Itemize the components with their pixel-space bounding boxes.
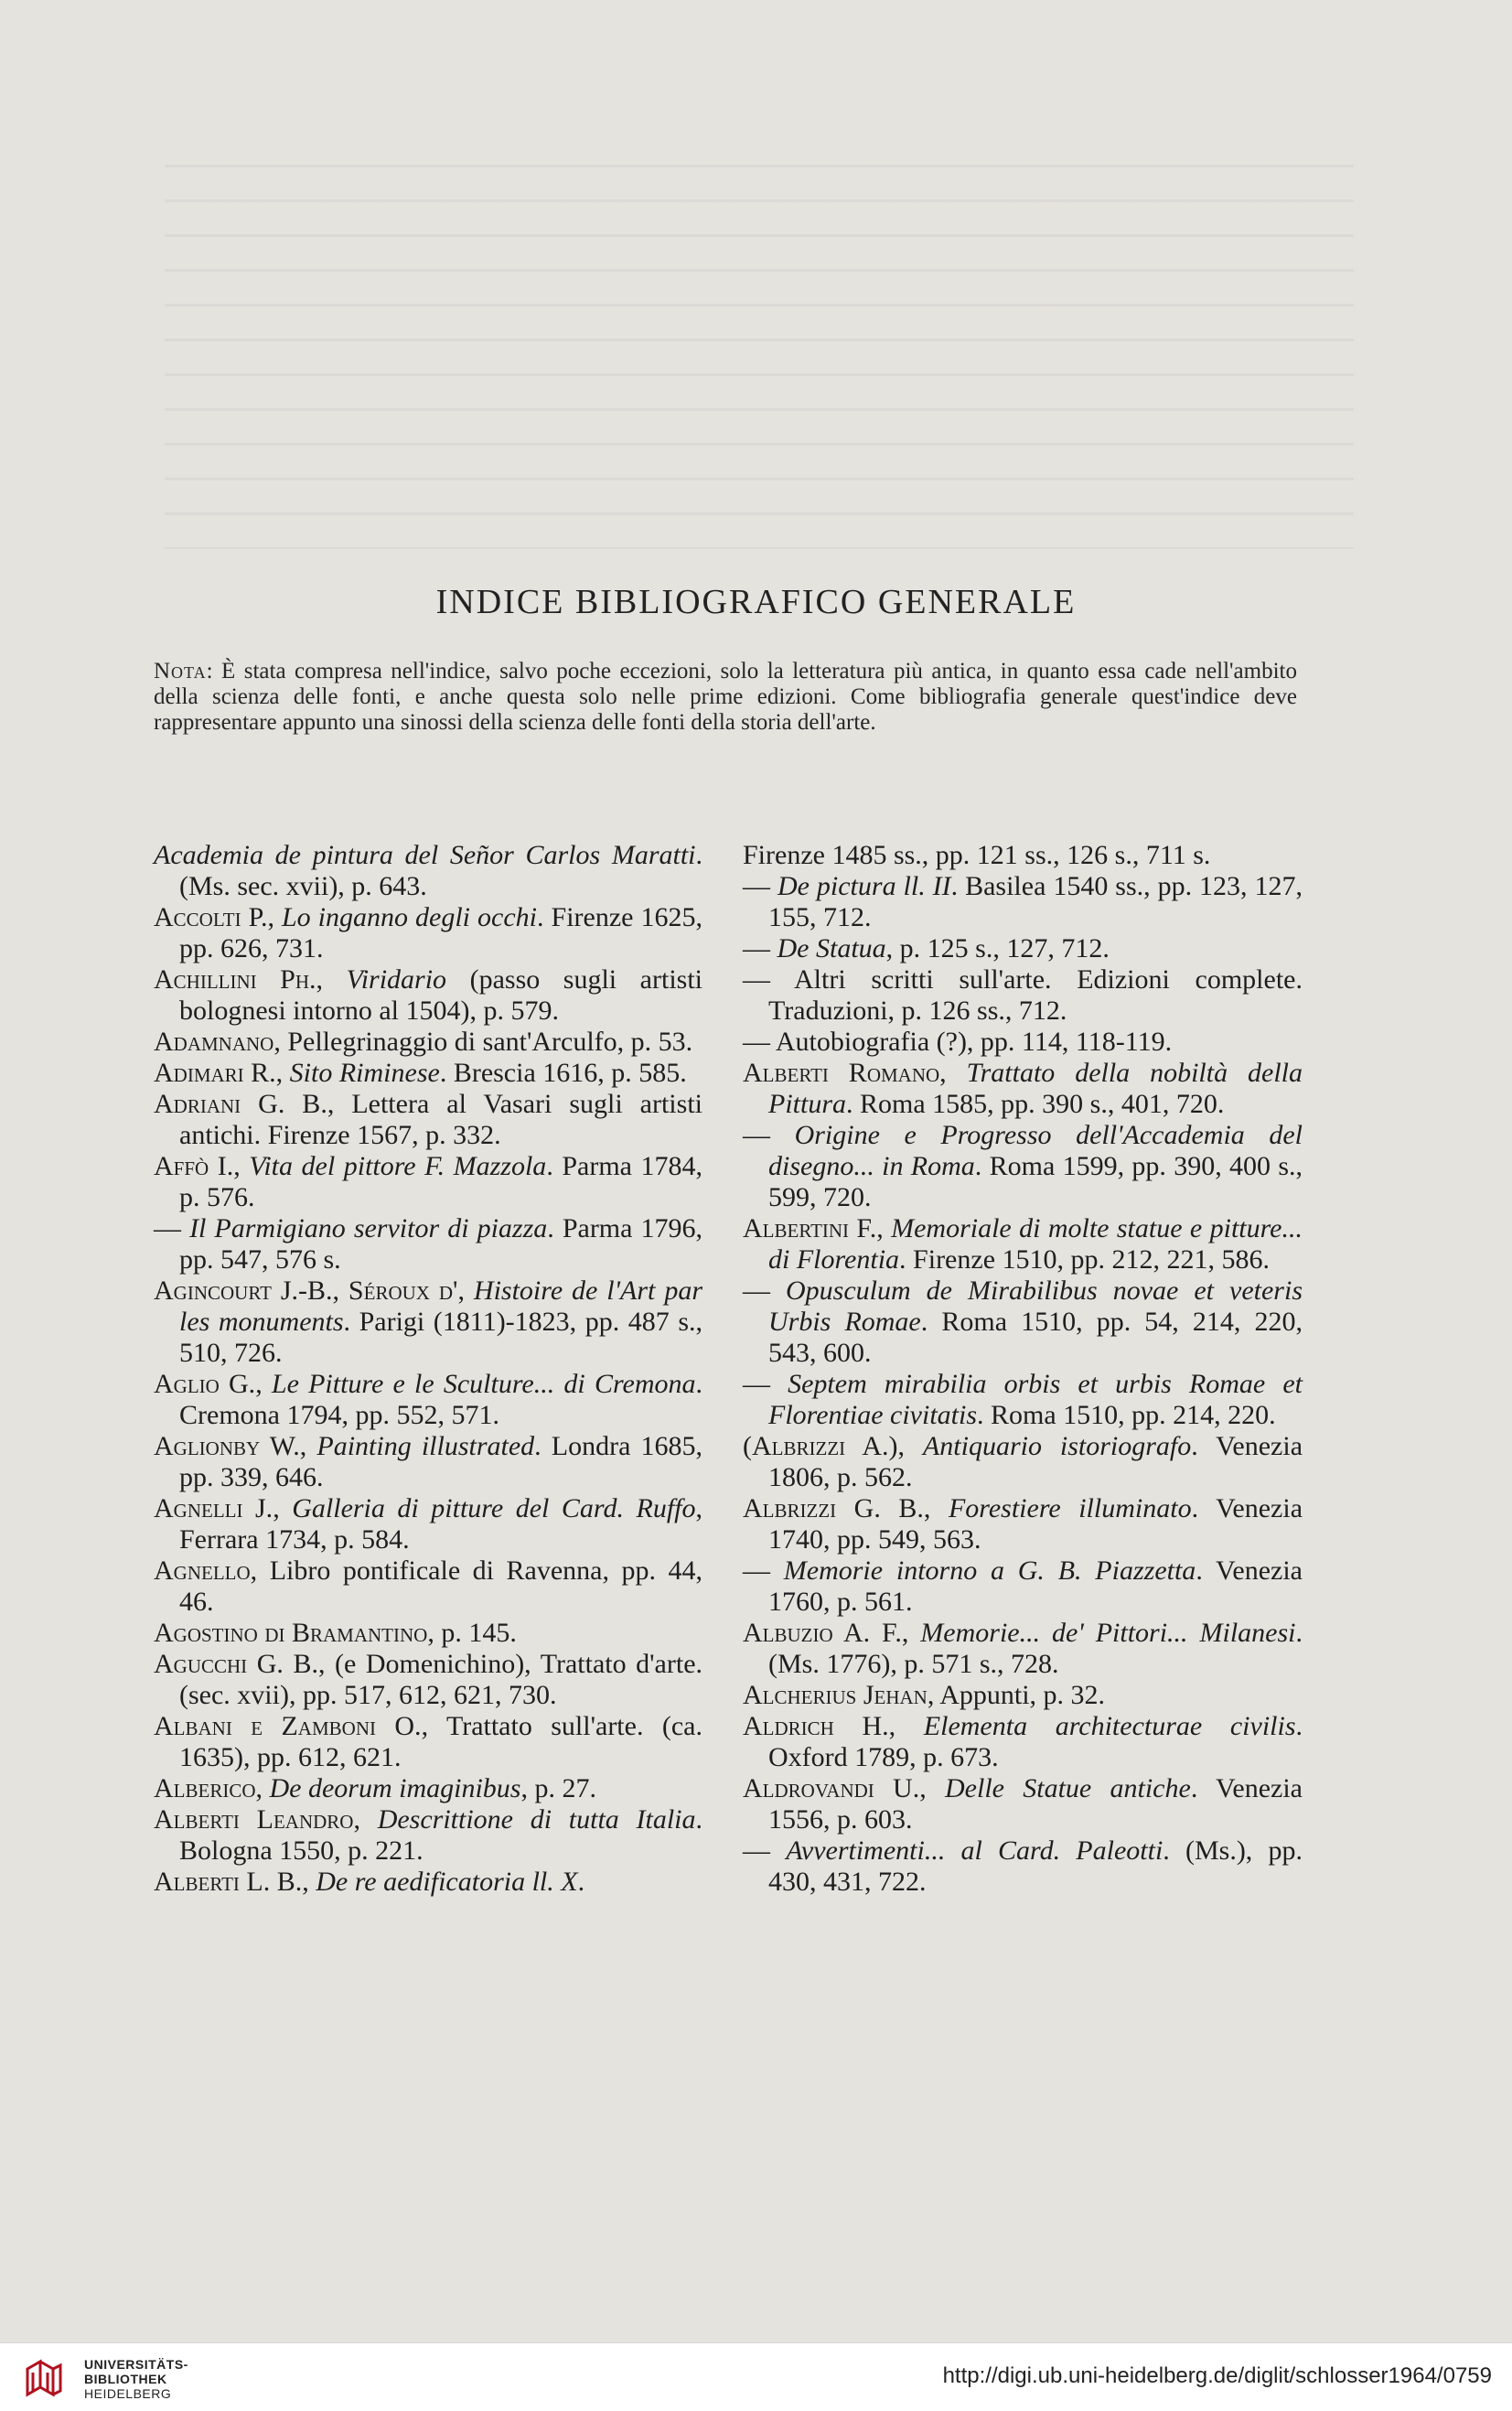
entry-author: — <box>743 1835 770 1866</box>
bibliography-entry <box>743 933 1303 964</box>
entry-author: — <box>743 1120 770 1150</box>
entry-details: . Cremona 1794, pp. 552, 571. <box>179 1369 703 1430</box>
bleed-through-text <box>165 165 1354 549</box>
entry-details: Libro pontificale di Ravenna, pp. 44, 46. <box>179 1555 703 1617</box>
entry-title: De re aedificatoria ll. X <box>316 1867 578 1897</box>
bibliography-entry <box>743 871 1303 933</box>
entry-title: Histoire de l'Art par les monuments <box>179 1275 702 1337</box>
entry-details: Appunti, p. 32. <box>939 1680 1106 1710</box>
entry-details: . Brescia 1616, p. 585. <box>439 1058 687 1088</box>
entry-title: De Statua <box>777 933 886 963</box>
bibliography-entry <box>743 1555 1303 1618</box>
entry-details: . Venezia 1556, p. 603. <box>768 1773 1303 1835</box>
entry-author: Aldrich H. <box>743 1711 889 1741</box>
entry-details: . Parma 1796, pp. 547, 576 s. <box>179 1213 703 1275</box>
entry-details: p. 145. <box>441 1618 517 1648</box>
entry-details: Firenze 1485 ss., pp. 121 ss., 126 s., 711 s. <box>743 840 1211 870</box>
entry-author: Alberti Leandro <box>154 1804 354 1835</box>
entry-author: — <box>743 1027 770 1057</box>
entry-author: — <box>743 871 770 901</box>
entry-title: Trattato della nobiltà della Pittura <box>768 1058 1303 1119</box>
library-name <box>84 2357 188 2401</box>
entry-title: Il Parmigiano servitor di piazza <box>189 1213 548 1243</box>
entry-details: . Venezia 1740, pp. 549, 563. <box>768 1493 1303 1555</box>
entry-details: . Bologna 1550, p. 221. <box>179 1804 703 1866</box>
entry-details: , Ferrara 1734, p. 584. <box>179 1493 703 1555</box>
entry-details: . Roma 1599, pp. 390, 400 s., 599, 720. <box>768 1151 1303 1212</box>
entry-author: Aldrovandi U. <box>743 1773 920 1803</box>
entry-author: Aglio G. <box>154 1369 256 1399</box>
entry-title: Septem mirabilia orbis et urbis Romae et Florentiae civitatis <box>768 1369 1303 1430</box>
entry-details: . Londra 1685, pp. 339, 646. <box>179 1431 703 1492</box>
bibliography-entry: Albertini F., Memoriale di molte statue e pitture... di Florentia. Firenze 1510, pp. 212, 221, 586. <box>743 1213 1303 1275</box>
bibliography-entry: Agnello, Libro pontificale di Ravenna, pp. 44, 46. <box>154 1555 703 1617</box>
bibliography-entry <box>743 840 1303 871</box>
entry-author: Albrizzi G. B. <box>743 1493 924 1523</box>
entry-title: Vita del pittore F. Mazzola <box>249 1151 547 1181</box>
entry-author: (Albrizzi A.) <box>743 1431 898 1461</box>
entry-title: Antiquario istoriografo <box>922 1431 1192 1461</box>
entry-author: Albani e Zamboni O. <box>154 1711 422 1741</box>
right-column <box>743 840 1303 1898</box>
bibliography-entry <box>154 1213 702 1275</box>
entry-title: Avvertimenti... al Card. Paleotti <box>786 1835 1163 1866</box>
bibliography-entry <box>743 1027 1303 1058</box>
entry-details: . <box>577 1867 585 1897</box>
entry-author: Adamnano <box>154 1027 274 1057</box>
entry-author: Agnello <box>154 1555 251 1586</box>
bibliography-entry <box>154 840 702 902</box>
entry-details: . Parma 1784, p. 576. <box>179 1151 703 1212</box>
entry-author: Achillini Ph. <box>154 964 316 995</box>
bibliography-entry: Alcherius Jehan, Appunti, p. 32. <box>743 1680 1106 1710</box>
bibliography-entry: Adimari R., Sito Riminese. Brescia 1616, p. 585. <box>154 1058 687 1088</box>
entry-title: Origine e Progresso dell'Accademia del disegno... in Roma <box>768 1120 1303 1181</box>
entry-details: , p. 125 s., 127, 712. <box>885 933 1110 963</box>
entry-author: Affò I. <box>154 1151 234 1181</box>
entry-title: Viridario <box>346 964 447 995</box>
bibliography-entry: Alberti Romano, Trattato della nobiltà della Pittura. Roma 1585, pp. 390 s., 401, 720. <box>743 1058 1303 1119</box>
entry-author: Adimari R. <box>154 1058 276 1088</box>
entry-title: Sito Riminese <box>289 1058 440 1088</box>
footer-bar <box>0 2342 1512 2411</box>
bibliography-entry <box>743 1835 1303 1898</box>
entry-details: . (Ms.), pp. 430, 431, 722. <box>768 1835 1303 1897</box>
library-logo-icon <box>20 2354 68 2402</box>
bibliography-entry: Accolti P., Lo inganno degli occhi. Firenze 1625, pp. 626, 731. <box>154 902 702 963</box>
entry-author: Agucchi G. B. <box>154 1649 318 1679</box>
entry-details: , p. 27. <box>520 1773 596 1803</box>
bibliography-entry: Aldrovandi U., Delle Statue antiche. Venezia 1556, p. 603. <box>743 1773 1303 1835</box>
entry-title: Memoriale di molte statue e pitture... di Florentia <box>768 1213 1303 1275</box>
entry-details: Pellegrinaggio di sant'Arculfo, p. 53. <box>287 1027 693 1057</box>
entry-details: . Roma 1510, pp. 54, 214, 220, 543, 600. <box>768 1307 1303 1368</box>
entry-author: Alberico <box>154 1773 256 1803</box>
entry-author: — <box>743 933 770 963</box>
entry-details: . Roma 1510, pp. 214, 220. <box>977 1400 1276 1430</box>
entry-details: . Venezia 1760, p. 561. <box>768 1555 1303 1617</box>
entry-author: Adriani G. B. <box>154 1089 327 1119</box>
entry-title: Galleria di pitture del Card. Ruffo <box>292 1493 696 1523</box>
entry-author: Aglionby W. <box>154 1431 300 1461</box>
bibliography-entry: Agucchi G. B., (e Domenichino), Trattato d'arte. (sec. xvii), pp. 517, 612, 621, 730. <box>154 1649 703 1710</box>
entry-author: Alberti L. B. <box>154 1867 303 1897</box>
bibliography-entry: Alberico, De deorum imaginibus, p. 27. <box>154 1773 596 1803</box>
entry-details: . (Ms. 1776), p. 571 s., 728. <box>768 1618 1303 1679</box>
bibliography-entry: Aglio G., Le Pitture e le Sculture... di Cremona. Cremona 1794, pp. 552, 571. <box>154 1369 703 1430</box>
entry-title: Elementa architecturae civilis <box>923 1711 1296 1741</box>
source-url[interactable]: http://digi.ub.uni-heidelberg.de/diglit/schlosser1964/0759 <box>942 2363 1492 2388</box>
entry-details: (passo sugli artisti bolognesi intorno al 1504), p. 579. <box>179 964 702 1026</box>
entry-details: . Roma 1585, pp. 390 s., 401, 720. <box>846 1089 1225 1119</box>
entry-details: . Parigi (1811)-1823, pp. 487 s., 510, 726. <box>179 1307 702 1368</box>
bibliography-entry: Aglionby W., Painting illustrated. Londra 1685, pp. 339, 646. <box>154 1431 703 1492</box>
bibliography-entry <box>743 1275 1303 1369</box>
bibliography-entry: Achillini Ph., Viridario (passo sugli artisti bolognesi intorno al 1504), p. 579. <box>154 964 702 1026</box>
entry-author: Agnelli J. <box>154 1493 273 1523</box>
entry-details: Altri scritti sull'arte. Edizioni complete. Traduzioni, p. 126 ss., 712. <box>768 964 1303 1026</box>
entry-title: Forestiere illuminato <box>948 1493 1192 1523</box>
entry-title: Memorie... de' Pittori... Milanesi <box>920 1618 1296 1648</box>
bibliography-entry <box>743 1120 1303 1213</box>
entry-author: — <box>743 1369 770 1399</box>
entry-title: Opusculum de Mirabilibus novae et veteris Urbis Romae <box>768 1275 1303 1337</box>
bibliography-entry: Alberti L. B., De re aedificatoria ll. X. <box>154 1867 585 1897</box>
entry-details: Lettera al Vasari sugli artisti antichi. Firenze 1567, p. 332. <box>179 1089 702 1150</box>
entry-details: Autobiografia (?), pp. 114, 118-119. <box>775 1027 1173 1057</box>
entry-details: Trattato sull'arte. (ca. 1635), pp. 612, 621. <box>179 1711 702 1772</box>
entry-author: Alberti Romano <box>743 1058 940 1088</box>
entry-details: . (Ms. sec. xvii), p. 643. <box>179 840 702 901</box>
library-line-2: BIBLIOTHEK <box>84 2372 167 2386</box>
entry-title: Delle Statue antiche <box>945 1773 1191 1803</box>
entry-title: De deorum imaginibus <box>269 1773 521 1803</box>
entry-details: . Basilea 1540 ss., pp. 123, 127, 155, 712. <box>768 871 1303 932</box>
bibliography-entry: Albuzio A. F., Memorie... de' Pittori... Milanesi. (Ms. 1776), p. 571 s., 728. <box>743 1618 1303 1679</box>
bibliography-entry: Aldrich H., Elementa architecturae civilis. Oxford 1789, p. 673. <box>743 1711 1303 1772</box>
entry-title: Memorie intorno a G. B. Piazzetta <box>783 1555 1196 1586</box>
entry-title: Painting illustrated <box>316 1431 535 1461</box>
entry-details: . Oxford 1789, p. 673. <box>768 1711 1303 1772</box>
bibliography-entry <box>743 964 1303 1027</box>
bibliography-entry: Albani e Zamboni O., Trattato sull'arte. (ca. 1635), pp. 612, 621. <box>154 1711 702 1772</box>
library-line-1: UNIVERSITÄTS- <box>84 2357 188 2372</box>
entry-title: Lo inganno degli occhi <box>281 902 537 932</box>
entry-author: Albuzio A. F. <box>743 1618 902 1648</box>
entry-author: — <box>743 1555 770 1586</box>
entry-title: Le Pitture e le Sculture... di Cremona <box>271 1369 696 1399</box>
bibliography-entry: Adriani G. B., Lettera al Vasari sugli artisti antichi. Firenze 1567, p. 332. <box>154 1089 702 1150</box>
entry-author: Albertini F. <box>743 1213 877 1243</box>
note-label: Nota <box>154 659 207 683</box>
bibliography-entry: Agnelli J., Galleria di pitture del Card. Ruffo, Ferrara 1734, p. 584. <box>154 1493 703 1555</box>
entry-details: . Firenze 1625, pp. 626, 731. <box>179 902 702 963</box>
bibliography-entry: Agostino di Bramantino, p. 145. <box>154 1618 517 1648</box>
entry-details: . Firenze 1510, pp. 212, 221, 586. <box>899 1244 1271 1275</box>
page-title: INDICE BIBLIOGRAFICO GENERALE <box>435 583 1077 621</box>
note-text: : È stata compresa nell'indice, salvo poche eccezioni, solo la letteratura più antica, in quanto essa cade nell'ambito della scienza delle fonti, e anche questa solo nelle prime edizioni. Come bibliografia generale quest'indice deve rappresentare appunto una sinossi della scienza delle fonti della storia dell'arte. <box>154 659 1297 735</box>
entry-title: Descrittione di tutta Italia <box>377 1804 696 1835</box>
entry-author: Alcherius Jehan <box>743 1680 928 1710</box>
bibliography-entry: Alberti Leandro, Descrittione di tutta Italia. Bologna 1550, p. 221. <box>154 1804 703 1866</box>
entry-details: (e Domenichino), Trattato d'arte. (sec. xvii), pp. 517, 612, 621, 730. <box>179 1649 703 1710</box>
entry-details: . Venezia 1806, p. 562. <box>768 1431 1303 1492</box>
entry-title: Academia de pintura del Señor Carlos Maratti <box>154 840 696 870</box>
entry-author: — <box>154 1213 181 1243</box>
left-column <box>154 840 702 1898</box>
bibliography-entry <box>743 1369 1303 1431</box>
bibliography-entry: (Albrizzi A.), Antiquario istoriografo. Venezia 1806, p. 562. <box>743 1431 1303 1492</box>
entry-author: — <box>743 1275 770 1306</box>
entry-author: Accolti P. <box>154 902 268 932</box>
library-line-3: HEIDELBERG <box>84 2386 172 2401</box>
bibliography-entry: Affò I., Vita del pittore F. Mazzola. Parma 1784, p. 576. <box>154 1151 703 1212</box>
bibliography-entry: Albrizzi G. B., Forestiere illuminato. Venezia 1740, pp. 549, 563. <box>743 1493 1303 1555</box>
entry-author: Agostino di Bramantino <box>154 1618 428 1648</box>
entry-title: De pictura ll. II <box>777 871 951 901</box>
bibliography-entry: Adamnano, Pellegrinaggio di sant'Arculfo, p. 53. <box>154 1027 693 1057</box>
bibliography-entry: Agincourt J.-B., Séroux d', Histoire de l'Art par les monuments. Parigi (1811)-1823, pp. 487 s., 510, 726. <box>154 1275 702 1368</box>
introductory-note <box>154 659 1297 736</box>
entry-author: Agincourt J.-B., Séroux d' <box>154 1275 458 1306</box>
entry-author: — <box>743 964 770 995</box>
